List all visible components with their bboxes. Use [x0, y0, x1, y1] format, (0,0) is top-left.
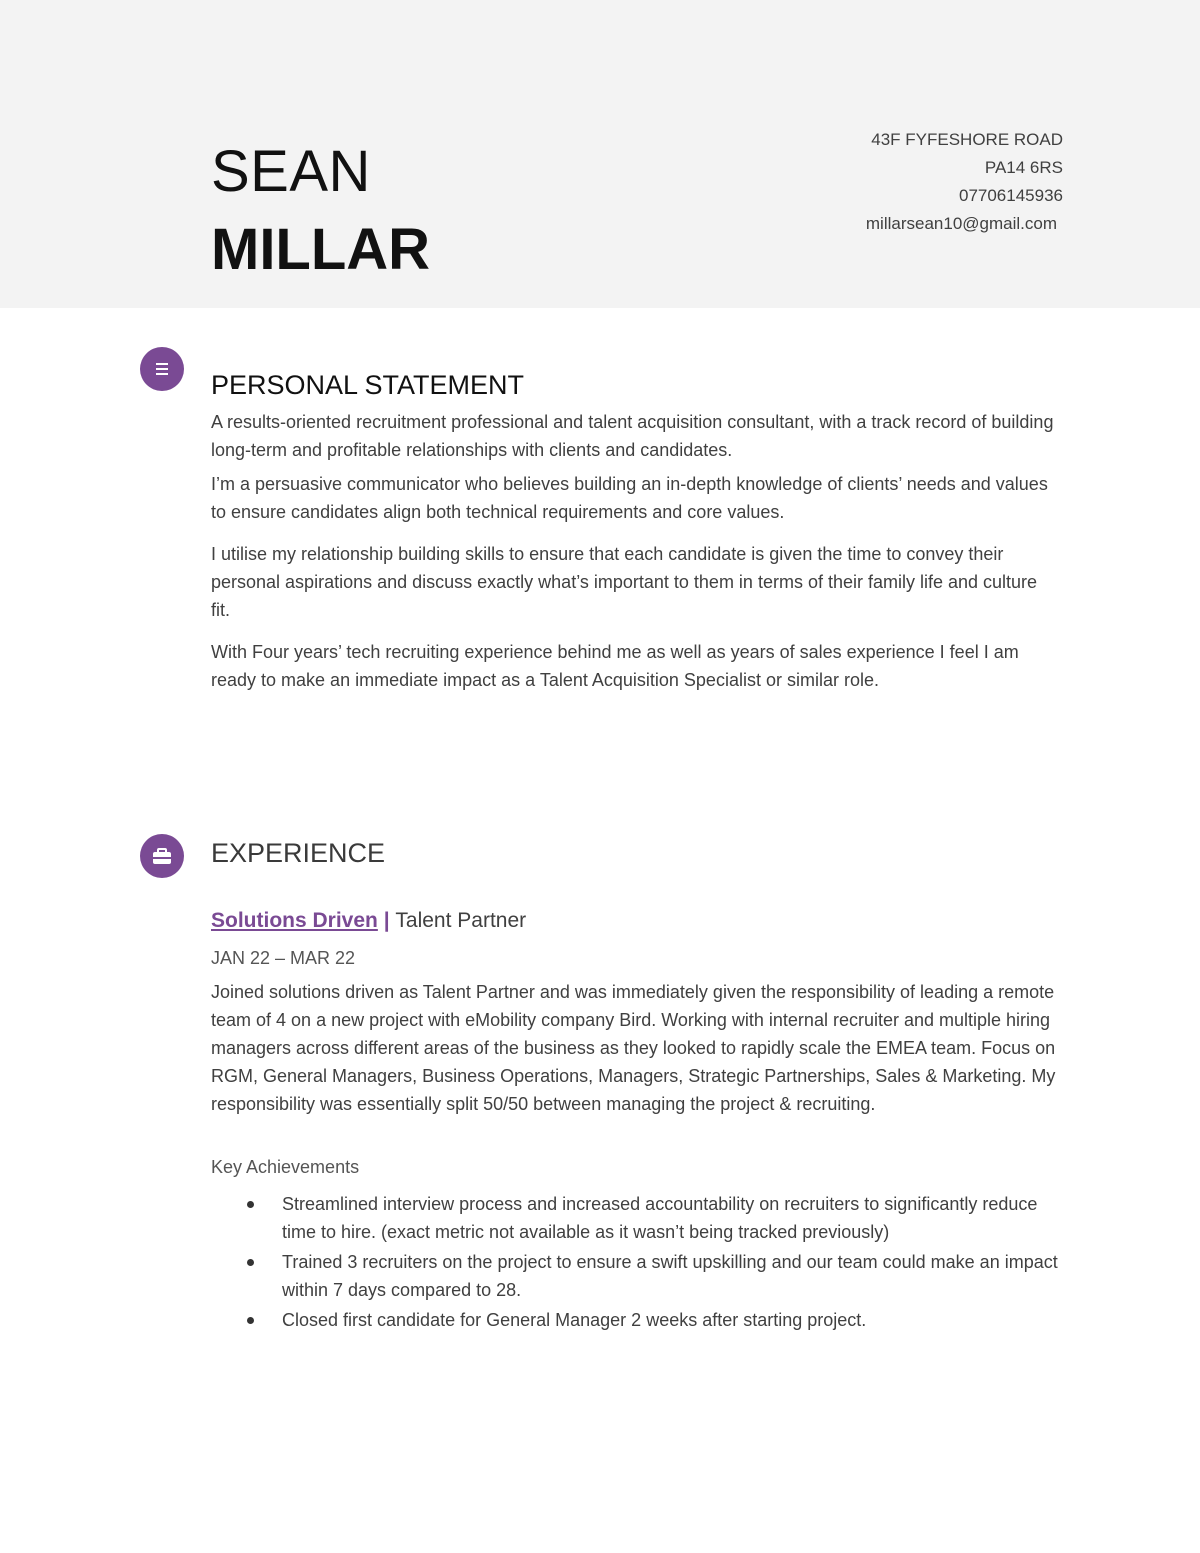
statement-paragraph: A results-oriented recruitment professional and talent acquisition consultant, with a track record of building long-term and profitable relationships with clients and candidates. — [211, 412, 1054, 460]
key-achievements-label: Key Achievements — [211, 1157, 360, 1177]
job-heading — [211, 906, 526, 936]
achievement-item: Closed first candidate for General Manager 2 weeks after starting project. — [211, 1306, 1061, 1334]
statement-paragraph: I’m a persuasive communicator who believes building an in-depth knowledge of clients’ needs and values to ensure candidates align both technical requirements and core values. — [211, 474, 1048, 522]
contact-block — [866, 126, 1063, 238]
achievement-item: Streamlined interview process and increased accountability on recruiters to significantly reduce time to hire. (exact metric not available as it wasn’t being tracked previously) — [211, 1190, 1061, 1246]
last-name: MILLAR — [211, 217, 431, 282]
job-description: Joined solutions driven as Talent Partner and was immediately given the responsibility of leading a remote team of 4 on a new project with eMobility company Bird. Working with internal recruiter and multiple hiring managers across different areas of the business as they looked to rapidly scale the EMEA team. Focus on RGM, General Managers, Business Operations, Managers, Strategic Partnerships, Sales & Marketing. My responsibility was essentially split 50/50 between managing the project & recruiting. — [211, 982, 1056, 1114]
email-address[interactable]: millarsean10@gmail.com — [865, 214, 1057, 233]
briefcase-icon — [140, 834, 184, 878]
job-dates: JAN 22 – MAR 22 — [211, 948, 356, 968]
personal-statement-title: PERSONAL STATEMENT — [211, 370, 525, 400]
phone-number: 07706145936 — [958, 186, 1063, 205]
achievements-list — [211, 1190, 1061, 1336]
job-role: Talent Partner — [395, 909, 527, 932]
experience-title: EXPERIENCE — [211, 838, 386, 868]
statement-paragraph: I utilise my relationship building skills to ensure that each candidate is given the time to convey their personal aspirations and discuss exactly what’s important to them in terms of their family life and culture fit. — [211, 544, 1038, 620]
address-line: 43F FYFESHORE ROAD — [871, 130, 1063, 149]
company-link[interactable]: Solutions Driven — [211, 909, 378, 932]
achievement-item: Trained 3 recruiters on the project to ensure a swift upskilling and our team could make an impact within 7 days compared to 28. — [211, 1248, 1061, 1304]
postcode: PA14 6RS — [984, 158, 1063, 177]
statement-paragraph: With Four years’ tech recruiting experience behind me as well as years of sales experience I feel I am ready to make an immediate impact as a Talent Acquisition Specialist or similar role. — [211, 642, 1019, 690]
first-name: SEAN — [211, 139, 371, 204]
document-lines-icon — [140, 347, 184, 391]
title-separator: | — [377, 909, 396, 932]
